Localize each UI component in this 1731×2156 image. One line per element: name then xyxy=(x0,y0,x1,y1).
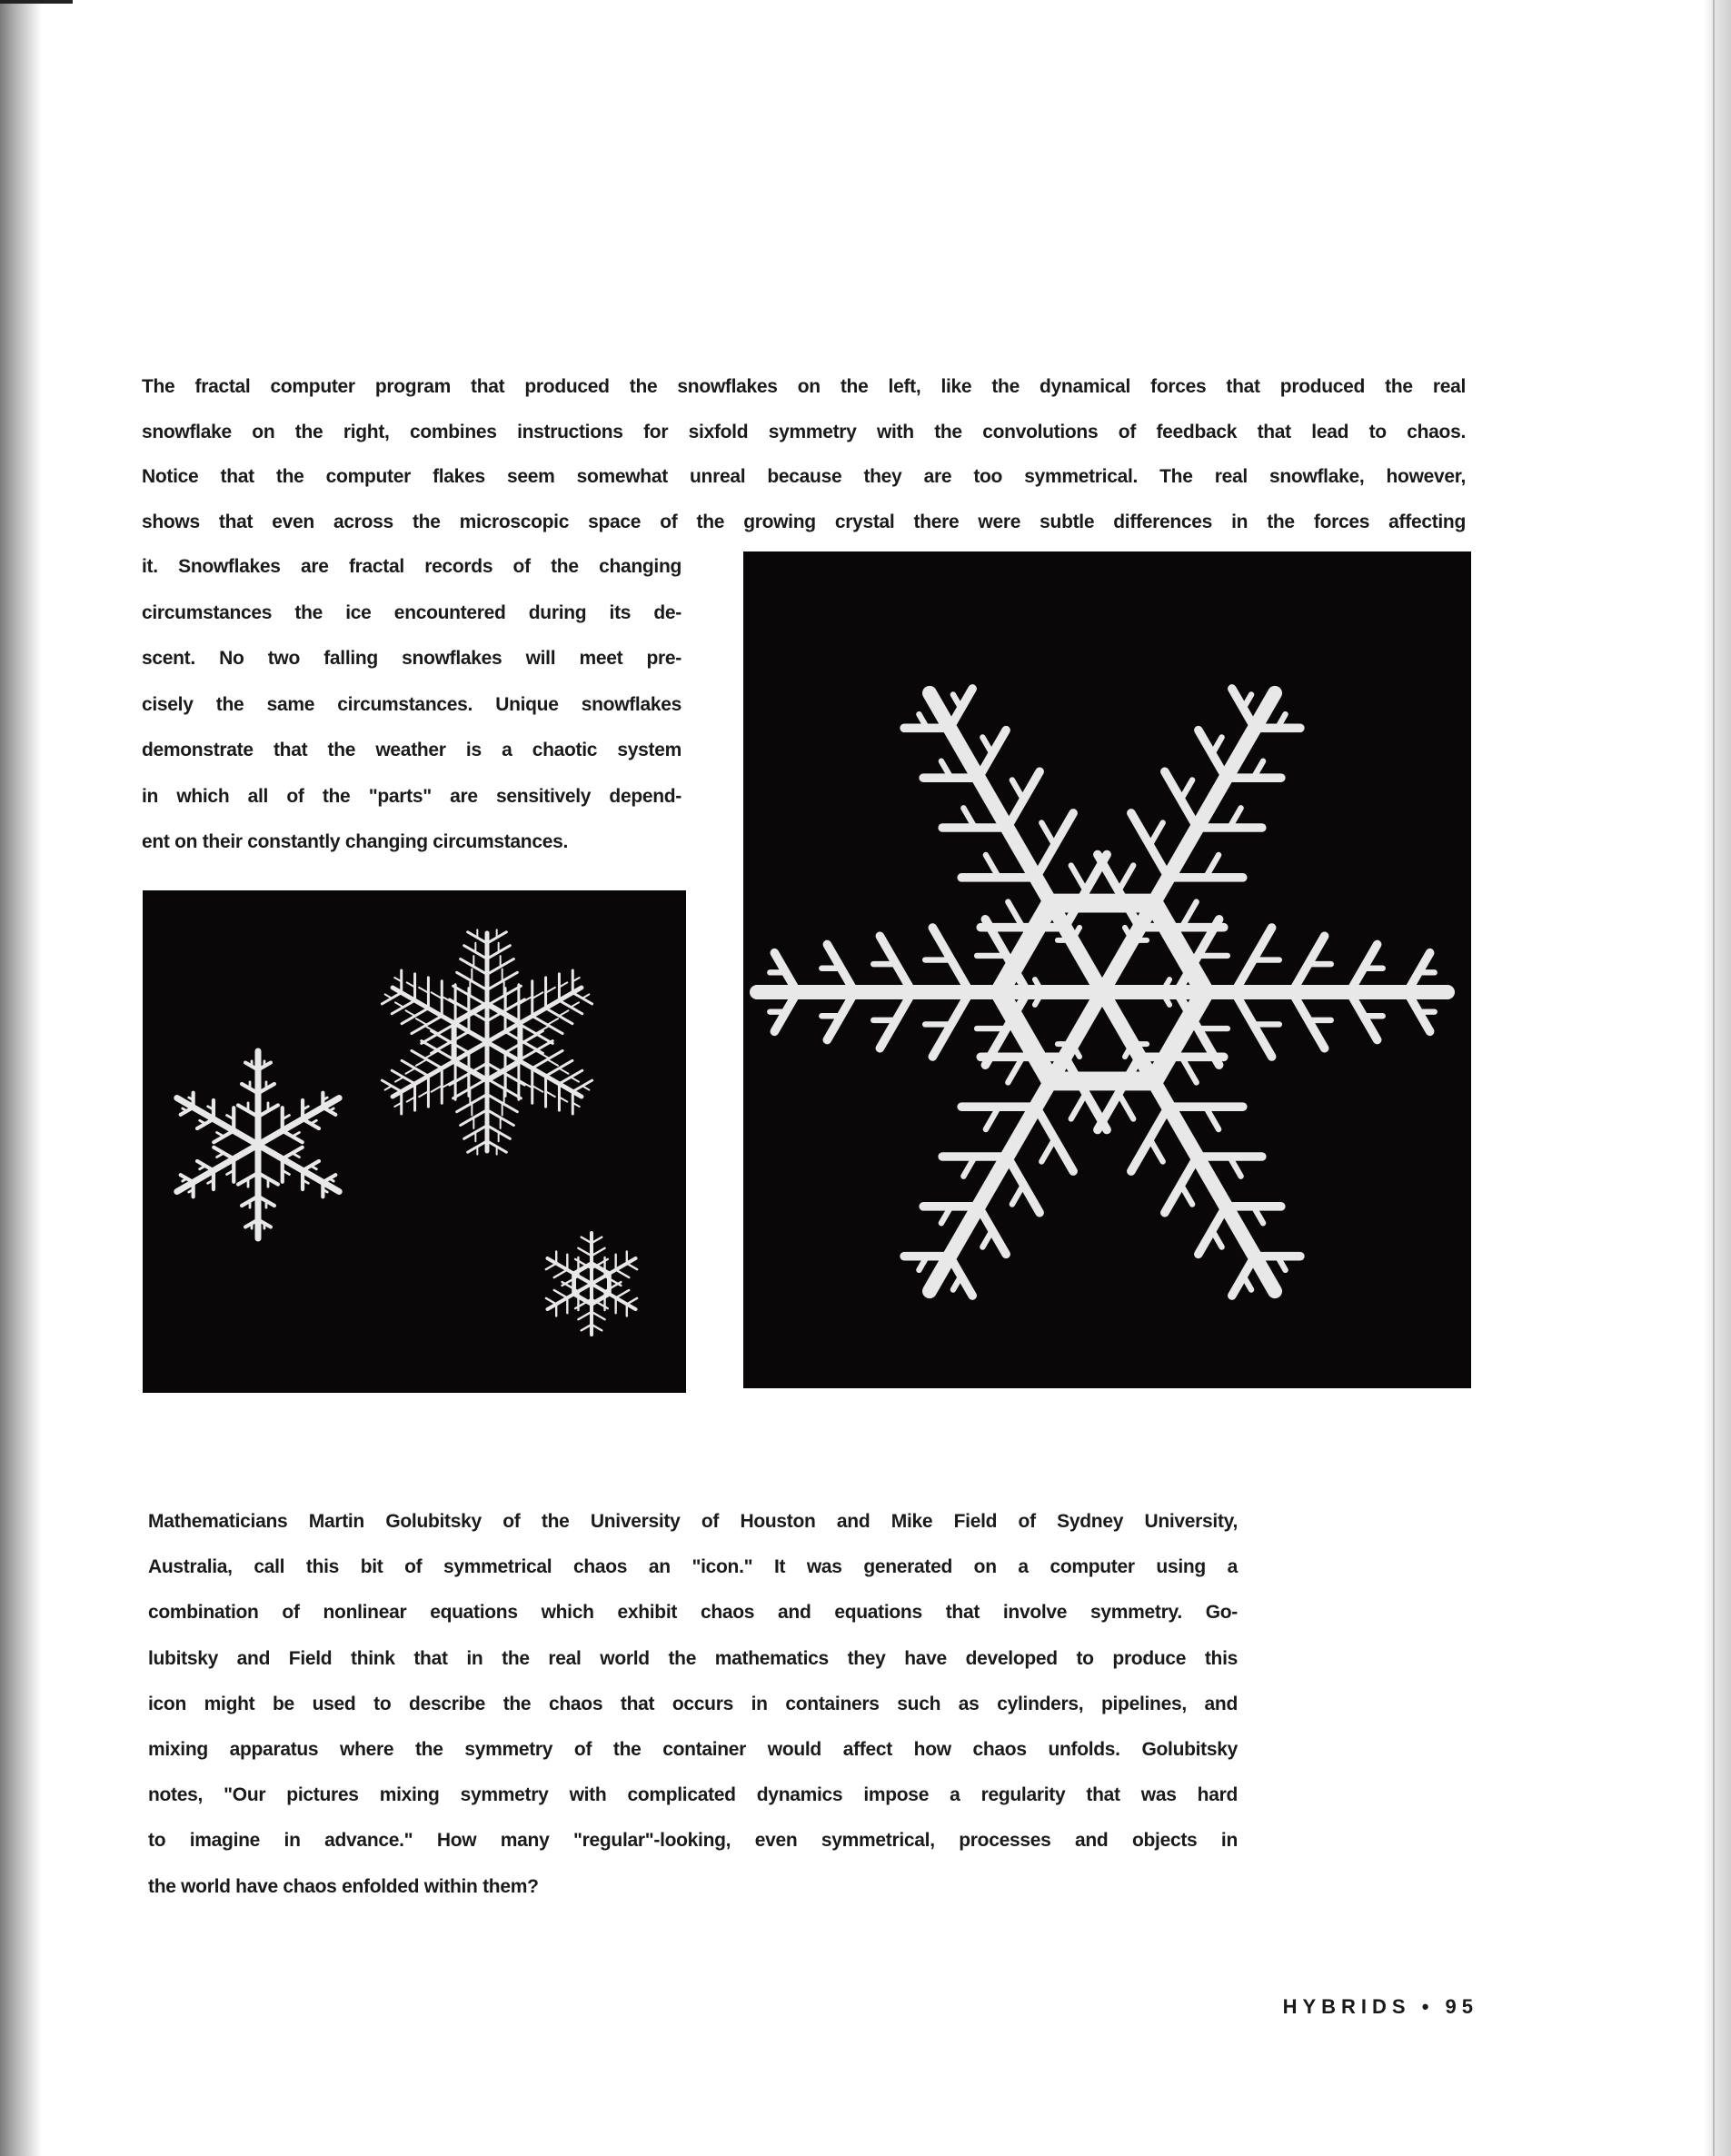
snowflake-shape xyxy=(382,929,592,1154)
text-line: scent. No two falling snowflakes will meet pre- xyxy=(142,648,681,669)
text-line: the world have chaos enfolded within them? xyxy=(148,1875,539,1897)
text-line: icon might be used to describe the chaos that occurs in containers such as cylinders, pipelines, and xyxy=(148,1693,1238,1714)
text-line: circumstances the ice encountered during its de- xyxy=(142,601,681,623)
text-line: shows that even across the microscopic space of the growing crystal there were subtle differences in the forces affecting xyxy=(142,511,1466,532)
page-edge xyxy=(1704,0,1731,2156)
text-line: snowflake on the right, combines instructions for sixfold symmetry with the convolutions of feedback that lead to chaos. xyxy=(142,421,1466,442)
text-line: combination of nonlinear equations which exhibit chaos and equations that involve symmetry. Go- xyxy=(148,1602,1238,1624)
text-line: notes, "Our pictures mixing symmetry with complicated dynamics impose a regularity that was hard xyxy=(148,1784,1238,1806)
running-head-page-number: HYBRIDS • 95 xyxy=(1282,1995,1478,2018)
text-line: Mathematicians Martin Golubitsky of the University of Houston and Mike Field of Sydney University, xyxy=(148,1511,1238,1532)
computer-snowflakes-image xyxy=(143,890,686,1393)
text-line: Australia, call this bit of symmetrical chaos an "icon." It was generated on a computer using a xyxy=(148,1556,1238,1578)
text-line: in which all of the "parts" are sensitively depend- xyxy=(142,785,681,807)
snowflake-shape xyxy=(177,1051,339,1238)
text-line: demonstrate that the weather is a chaotic system xyxy=(142,740,681,760)
text-line: to imagine in advance." How many "regular"-looking, even symmetrical, processes and objects in xyxy=(148,1830,1238,1852)
text-line: lubitsky and Field think that in the real world the mathematics they have developed to produce this xyxy=(148,1647,1238,1669)
real-snowflake-image xyxy=(743,551,1471,1388)
text-line: it. Snowflakes are fractal records of the changing xyxy=(142,556,681,577)
text-line: mixing apparatus where the symmetry of the container would affect how chaos unfolds. Golubitsky xyxy=(148,1739,1238,1760)
scan-edge-mark xyxy=(0,0,73,4)
text-line: ent on their constantly changing circumstances. xyxy=(142,831,569,852)
snowflake-shape xyxy=(546,1233,637,1335)
text-line: cisely the same circumstances. Unique snowflakes xyxy=(142,693,681,715)
page-gutter-shadow xyxy=(0,0,42,2156)
text-line: Notice that the computer flakes seem somewhat unreal because they are too symmetrical. The real snowflake, however, xyxy=(142,466,1466,487)
text-line: The fractal computer program that produced the snowflakes on the left, like the dynamical forces that produced the real xyxy=(142,376,1466,397)
